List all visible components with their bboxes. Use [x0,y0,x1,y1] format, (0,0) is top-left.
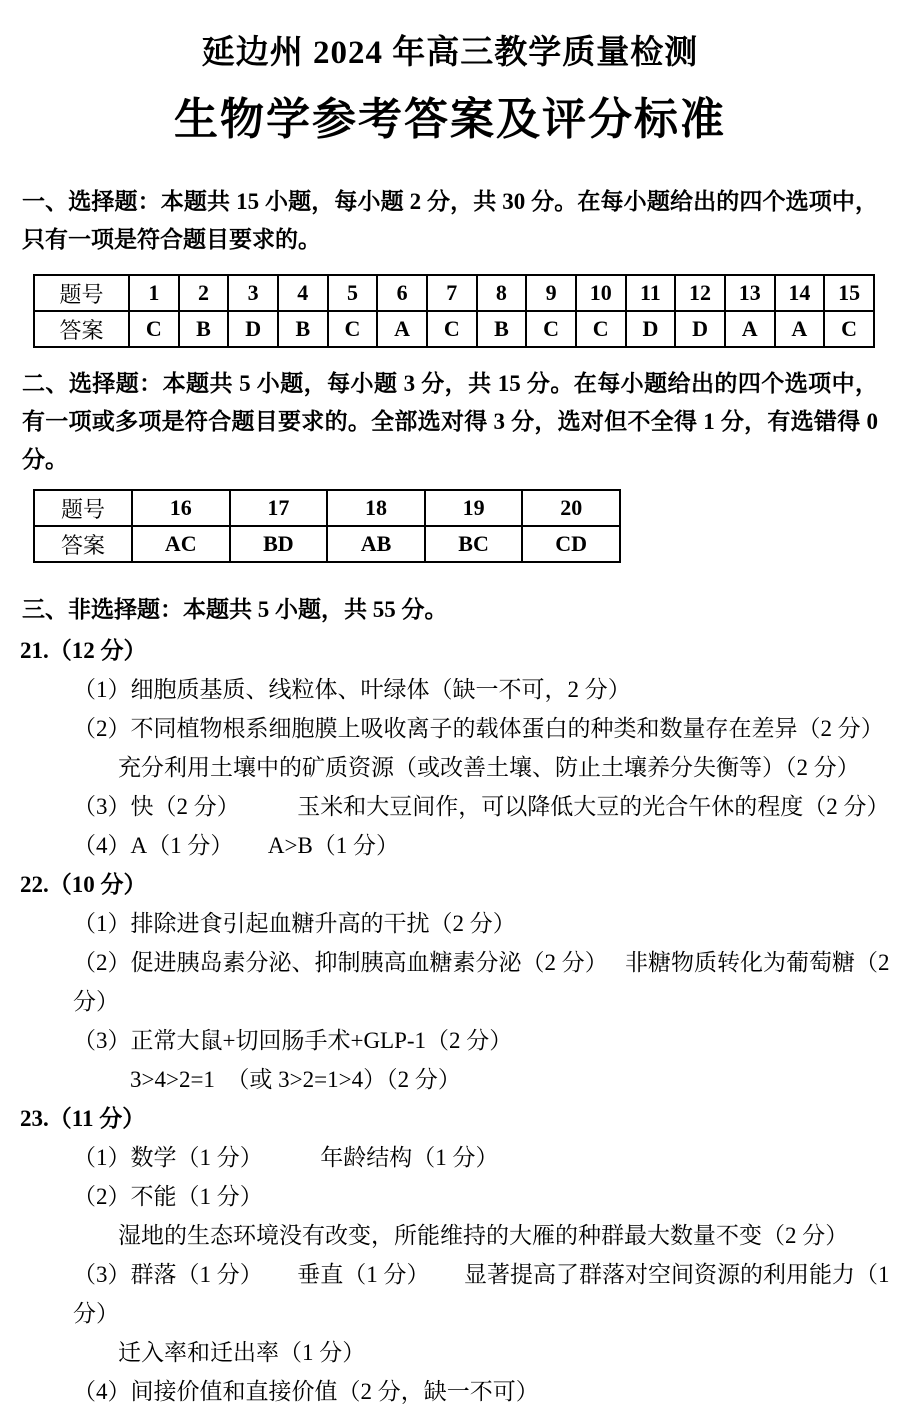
table-row-numbers [34,275,874,311]
answer-cell: C [129,311,179,347]
answer-cell: AC [132,526,230,562]
question-number-cell: 19 [425,490,523,526]
answer-line: （3）快（2 分） 玉米和大豆间作，可以降低大豆的光合午休的程度（2 分） [73,794,890,819]
answer-table-1 [33,274,875,348]
answer-line: （3）正常大鼠+切回肠手术+GLP-1（2 分） [73,1028,513,1053]
answer-cell: D [626,311,676,347]
row-label-cell: 题号 [34,275,129,311]
question-number-cell: 5 [328,275,378,311]
answer-cell: B [477,311,527,347]
question-number-cell: 18 [327,490,425,526]
row-label-cell: 题号 [34,490,132,526]
answer-line: （4）A（1 分） A>B（1 分） [73,833,400,858]
row-label-cell: 答案 [34,526,132,562]
answer-cell: B [278,311,328,347]
answer-cell: C [526,311,576,347]
question-number-cell: 3 [228,275,278,311]
question-number: 22.（10 分） [20,872,147,897]
question-number-cell: 8 [477,275,527,311]
answer-cell: BC [425,526,523,562]
answer-line: 迁入率和迁出率（1 分） [118,1340,366,1365]
table-row-numbers [34,490,620,526]
question-number-cell: 14 [775,275,825,311]
answer-cell: B [179,311,229,347]
answer-line: （3）群落（1 分） 垂直（1 分） 显著提高了群落对空间资源的利用能力（1 分） [73,1262,896,1326]
question-number-cell: 11 [626,275,676,311]
answer-cell: A [377,311,427,347]
answer-cell: C [576,311,626,347]
answer-cell: C [824,311,874,347]
doc-subtitle: 生物学参考答案及评分标准 [174,95,726,144]
answer-cell: A [725,311,775,347]
answer-line: （2）促进胰岛素分泌、抑制胰高血糖素分泌（2 分） 非糖物质转化为葡萄糖（2 分） [73,950,896,1014]
question-number-cell: 17 [230,490,328,526]
table-row-answers [34,526,620,562]
section1-heading: 一、选择题：本题共 15 小题，每小题 2 分，共 30 分。在每小题给出的四个选项中，只有一项是符合题目要求的。 [22,189,878,252]
answer-cell: A [775,311,825,347]
answer-line: 湿地的生态环境没有改变，所能维持的大雁的种群最大数量不变（2 分） [118,1223,849,1248]
question-number-cell: 13 [725,275,775,311]
section3-heading: 三、非选择题：本题共 5 小题，共 55 分。 [22,597,448,622]
question-number-cell: 7 [427,275,477,311]
question-number-cell: 15 [824,275,874,311]
answer-line: 3>4>2=1 （或 3>2=1>4）（2 分） [130,1067,461,1092]
answer-line: （1）排除进食引起血糖升高的干扰（2 分） [73,911,516,936]
question-number-cell: 16 [132,490,230,526]
question-22 [0,865,900,1099]
question-number-cell: 6 [377,275,427,311]
doc-title: 延边州 2024 年高三教学质量检测 [201,35,699,71]
answer-cell: BD [230,526,328,562]
answer-table-2 [33,489,621,563]
question-number-cell: 2 [179,275,229,311]
document-page [0,26,900,1404]
answer-line: （2）不能（1 分） [73,1184,263,1209]
table-row-answers [34,311,874,347]
question-number-cell: 4 [278,275,328,311]
answer-line: （1）数学（1 分） 年龄结构（1 分） [73,1145,499,1170]
section2-heading: 二、选择题：本题共 5 小题，每小题 3 分，共 15 分。在每小题给出的四个选项中，有一项或多项是符合题目要求的。全部选对得 3 分，选对但不全得 1 分，有选错得 0 分。 [22,371,884,472]
question-number: 21.（12 分） [20,638,147,663]
question-number-cell: 10 [576,275,626,311]
questions-area [0,631,900,1411]
answer-cell: AB [327,526,425,562]
answer-cell: C [427,311,477,347]
answer-line: （1）细胞质基质、线粒体、叶绿体（缺一不可，2 分） [73,677,631,702]
question-21 [0,631,900,865]
answer-line: （2）不同植物根系细胞膜上吸收离子的载体蛋白的种类和数量存在差异（2 分） [73,716,884,741]
question-number-cell: 9 [526,275,576,311]
answer-line: （4）间接价值和直接价值（2 分，缺一不可） [73,1379,539,1404]
answer-line: 充分利用土壤中的矿质资源（或改善土壤、防止土壤养分失衡等）（2 分） [118,755,860,780]
answer-cell: C [328,311,378,347]
answer-cell: CD [522,526,620,562]
answer-cell: D [228,311,278,347]
question-23 [0,1099,900,1411]
question-number-cell: 12 [675,275,725,311]
question-number-cell: 1 [129,275,179,311]
question-number: 23.（11 分） [20,1106,146,1131]
answer-cell: D [675,311,725,347]
row-label-cell: 答案 [34,311,129,347]
question-number-cell: 20 [522,490,620,526]
